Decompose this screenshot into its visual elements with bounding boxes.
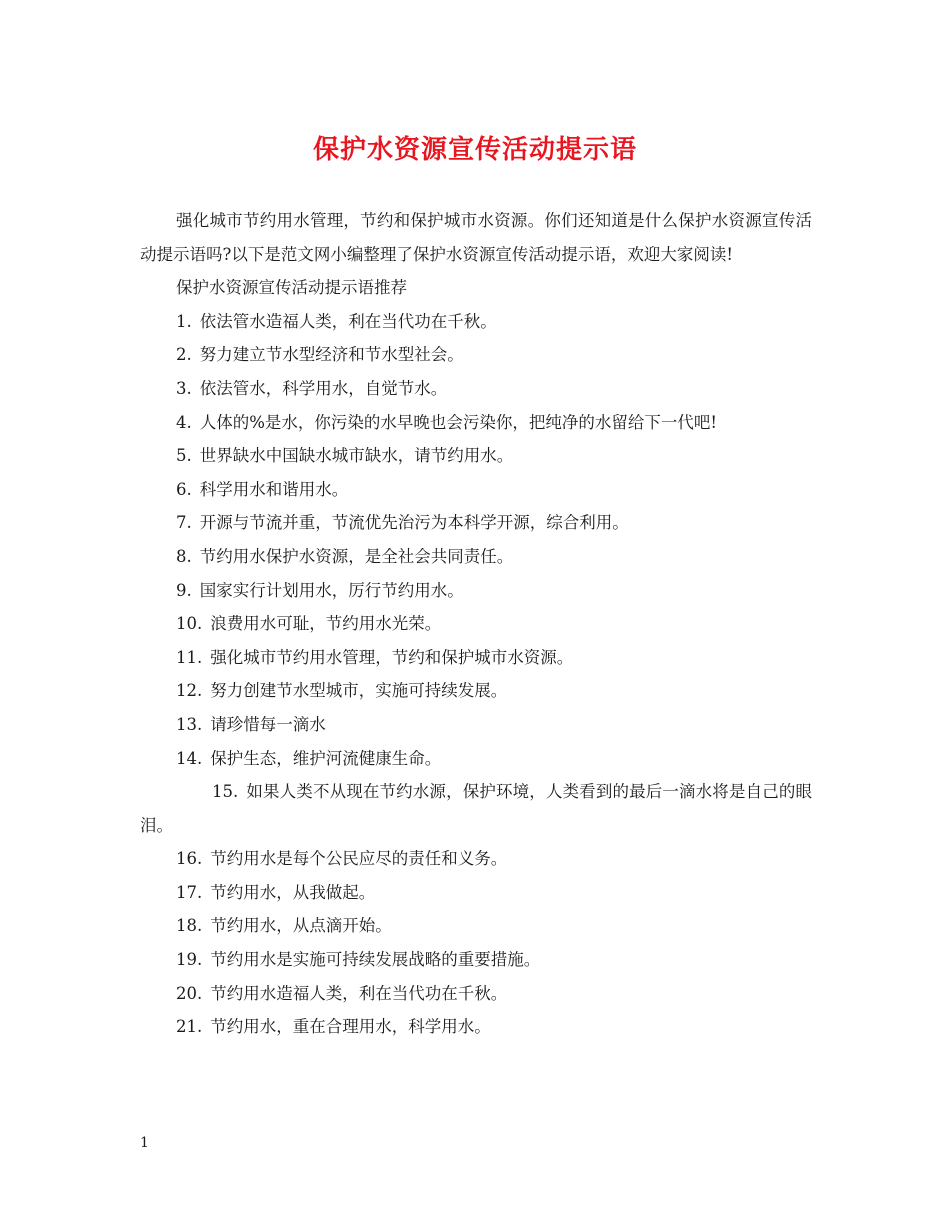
list-item-number: 21. bbox=[176, 1017, 203, 1037]
list-item-number: 14. bbox=[176, 748, 203, 768]
list-item-text: 请珍惜每一滴水 bbox=[210, 714, 326, 734]
document-title: 保护水资源宣传活动提示语 bbox=[312, 135, 637, 165]
list-item-number: 9. bbox=[176, 580, 192, 600]
list-item-number: 16. bbox=[176, 849, 203, 869]
list-item-text: 节约用水，从点滴开始。 bbox=[210, 916, 392, 936]
list-item-text: 节约用水保护水资源，是全社会共同责任。 bbox=[199, 546, 514, 566]
list-item-number: 20. bbox=[176, 983, 203, 1003]
list-item bbox=[140, 775, 812, 842]
list-item bbox=[140, 674, 812, 708]
intro-paragraph: 强化城市节约用水管理，节约和保护城市水资源。你们还知道是什么保护水资源宣传活动提示语吗?以下是范文网小编整理了保护水资源宣传活动提示语，欢迎大家阅读! bbox=[140, 211, 812, 264]
list-item bbox=[140, 574, 812, 608]
list-item-text: 努力创建节水型城市，实施可持续发展。 bbox=[210, 681, 508, 701]
list-item bbox=[140, 876, 812, 910]
list-item-text: 如果人类不从现在节约水源，保护环境，人类看到的最后一滴水将是自己的眼泪。 bbox=[140, 782, 812, 835]
list-item-text: 浪费用水可耻，节约用水光荣。 bbox=[210, 614, 442, 634]
list-item-number: 10. bbox=[176, 614, 203, 634]
list-item-text: 保护生态，维护河流健康生命。 bbox=[210, 748, 442, 768]
list-item-text: 开源与节流并重，节流优先治污为本科学开源，综合利用。 bbox=[199, 513, 629, 533]
document-body bbox=[140, 204, 812, 1044]
list-item-text: 努力建立节水型经济和节水型社会。 bbox=[199, 345, 464, 365]
list-item-number: 2. bbox=[176, 345, 192, 365]
list-item-text: 节约用水是实施可持续发展战略的重要措施。 bbox=[210, 950, 541, 970]
page-number: 1 bbox=[140, 1135, 149, 1151]
list-item-number: 11. bbox=[176, 647, 203, 667]
list-item bbox=[140, 506, 812, 540]
list-item bbox=[140, 909, 812, 943]
list-item-number: 13. bbox=[176, 714, 203, 734]
list-item bbox=[140, 641, 812, 675]
list-item-number: 8. bbox=[176, 546, 192, 566]
list-item bbox=[140, 439, 812, 473]
slogan-list bbox=[140, 305, 812, 1044]
list-item bbox=[140, 977, 812, 1011]
list-item-text: 节约用水，从我做起。 bbox=[210, 882, 376, 902]
list-item-text: 强化城市节约用水管理，节约和保护城市水资源。 bbox=[210, 647, 574, 667]
list-item bbox=[140, 473, 812, 507]
list-item-text: 节约用水，重在合理用水，科学用水。 bbox=[210, 1017, 491, 1037]
list-item bbox=[140, 372, 812, 406]
list-item-text: 节约用水造福人类，利在当代功在千秋。 bbox=[210, 983, 508, 1003]
list-item-number: 15. bbox=[212, 782, 239, 802]
list-item-text: 人体的%是水，你污染的水早晚也会污染你，把纯净的水留给下一代吧! bbox=[199, 412, 718, 432]
list-item-text: 依法管水造福人类，利在当代功在千秋。 bbox=[199, 311, 497, 331]
list-item-text: 节约用水是每个公民应尽的责任和义务。 bbox=[210, 849, 508, 869]
list-item bbox=[140, 607, 812, 641]
list-item-text: 依法管水，科学用水，自觉节水。 bbox=[199, 378, 448, 398]
list-item-number: 5. bbox=[176, 446, 192, 466]
list-item-number: 1. bbox=[176, 311, 192, 331]
list-item bbox=[140, 1010, 812, 1044]
list-item bbox=[140, 742, 812, 776]
list-item bbox=[140, 540, 812, 574]
list-item-number: 7. bbox=[176, 513, 192, 533]
list-item bbox=[140, 842, 812, 876]
list-item bbox=[140, 943, 812, 977]
section-heading: 保护水资源宣传活动提示语推荐 bbox=[176, 278, 407, 298]
list-item bbox=[140, 338, 812, 372]
list-item bbox=[140, 305, 812, 339]
list-item-number: 12. bbox=[176, 681, 203, 701]
list-item-number: 18. bbox=[176, 916, 203, 936]
list-item-number: 19. bbox=[176, 950, 203, 970]
list-item bbox=[140, 708, 812, 742]
list-item-number: 4. bbox=[176, 412, 192, 432]
list-item-number: 3. bbox=[176, 378, 192, 398]
list-item-text: 科学用水和谐用水。 bbox=[199, 479, 349, 499]
list-item-number: 6. bbox=[176, 479, 192, 499]
list-item-text: 国家实行计划用水，厉行节约用水。 bbox=[199, 580, 464, 600]
list-item bbox=[140, 406, 812, 440]
list-item-number: 17. bbox=[176, 882, 203, 902]
list-item-text: 世界缺水中国缺水城市缺水，请节约用水。 bbox=[199, 446, 514, 466]
